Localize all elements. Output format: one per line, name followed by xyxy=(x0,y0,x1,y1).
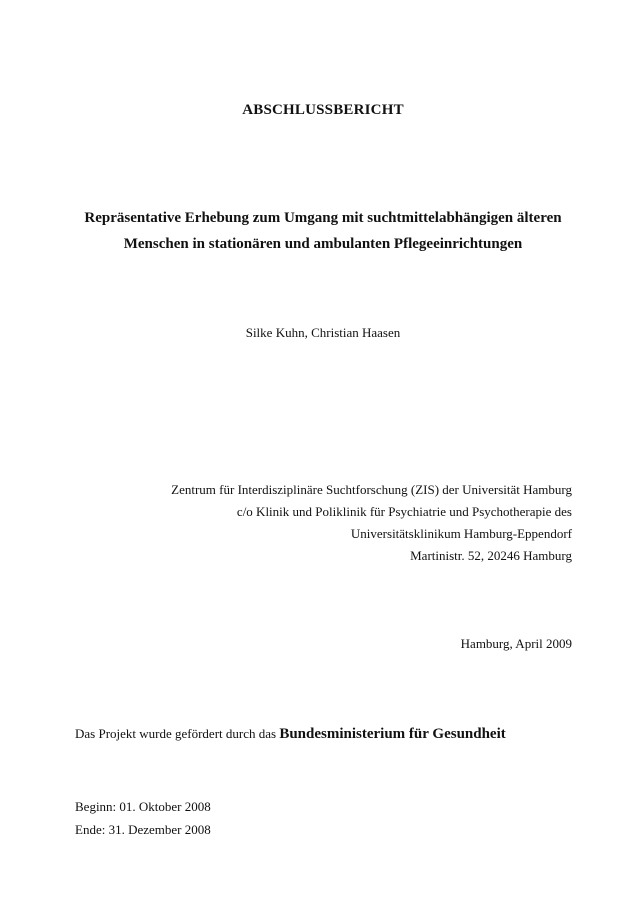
funding-ministry: Bundesministerium für Gesundheit xyxy=(279,726,506,742)
institution-address xyxy=(171,479,572,567)
institution-line-4: Martinistr. 52, 20246 Hamburg xyxy=(410,548,572,563)
funding-statement xyxy=(75,726,506,743)
period-end: Ende: 31. Dezember 2008 xyxy=(75,822,211,837)
title-line-2: Menschen in stationären und ambulanten Pflegeeinrichtungen xyxy=(123,236,523,252)
authors: Silke Kuhn, Christian Haasen xyxy=(245,325,401,340)
institution-line-3: Universitätsklinikum Hamburg-Eppendorf xyxy=(350,526,572,541)
institution-line-1: Zentrum für Interdisziplinäre Suchtforschung (ZIS) der Universität Hamburg xyxy=(171,482,572,497)
title-line-1: Repräsentative Erhebung zum Umgang mit suchtmittelabhängigen älteren xyxy=(84,210,562,226)
place-date: Hamburg, April 2009 xyxy=(460,636,572,651)
report-title xyxy=(0,205,640,257)
project-period xyxy=(75,795,211,841)
funding-prefix: Das Projekt wurde gefördert durch das xyxy=(75,726,277,741)
institution-line-2: c/o Klinik und Poliklinik für Psychiatrie und Psychotherapie des xyxy=(236,504,572,519)
period-begin: Beginn: 01. Oktober 2008 xyxy=(75,799,211,814)
report-label: ABSCHLUSSBERICHT xyxy=(242,102,404,118)
